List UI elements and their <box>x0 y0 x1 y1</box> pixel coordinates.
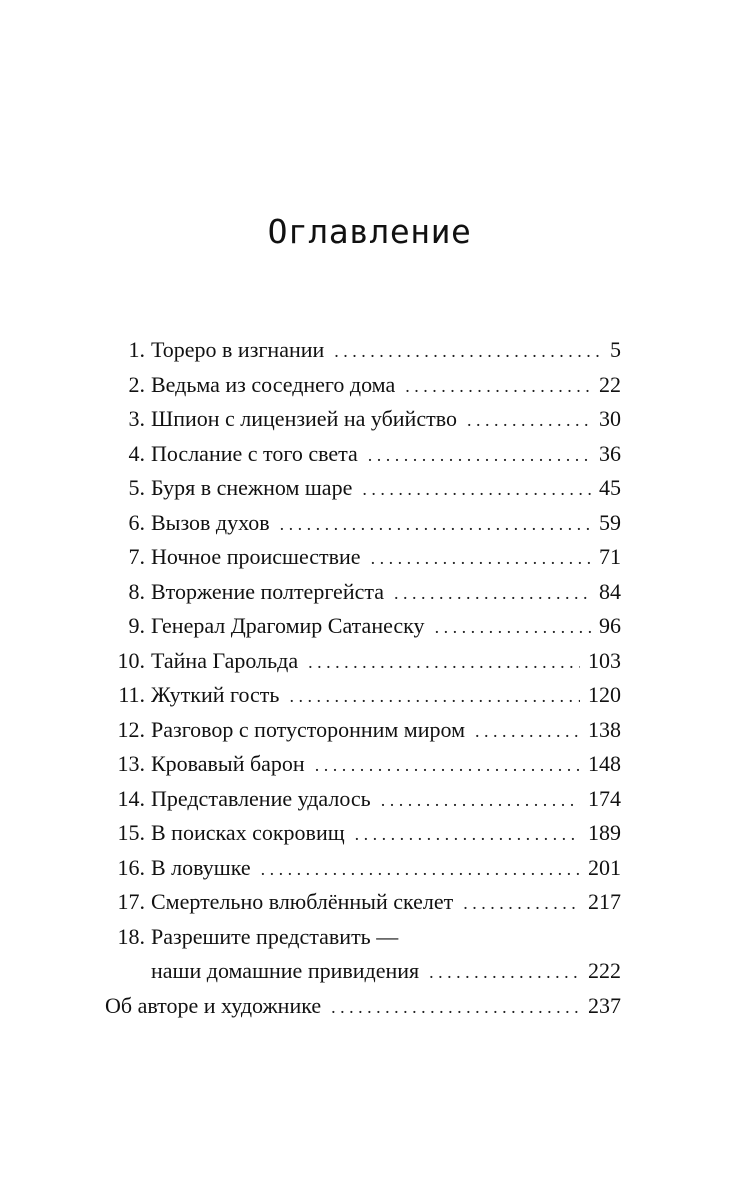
toc-entry <box>105 402 621 437</box>
toc-entry-title: Разрешите представить — <box>151 923 399 949</box>
toc-entry-title: Буря в снежном шаре <box>151 475 353 500</box>
toc-entry-title: В ловушке <box>151 854 251 880</box>
toc-entry-number: 14. <box>117 785 145 811</box>
dot-leader <box>308 645 580 680</box>
dot-leader <box>331 990 580 1025</box>
toc-entry-number: 7. <box>128 544 145 569</box>
toc-entry <box>105 678 621 713</box>
toc-entry-title: Ночное происшествие <box>151 544 361 569</box>
toc-entry-about <box>105 989 621 1024</box>
toc-entry-title: Разговор с потусторонним миром <box>151 716 466 742</box>
toc-entry-page: 96 <box>599 613 621 638</box>
toc-entry-page: 45 <box>599 475 621 500</box>
toc-entry-title: Тореро в изгнании <box>151 337 325 362</box>
toc-entry-number: 5. <box>128 475 145 500</box>
toc-entry-title: В поисках сокровищ <box>151 820 345 845</box>
dot-leader <box>280 507 591 542</box>
toc-entry <box>105 540 621 575</box>
toc-entry-page: 59 <box>599 509 621 535</box>
toc-entry-page: 201 <box>588 854 621 880</box>
dot-leader <box>381 783 580 818</box>
toc-entry-page: 138 <box>588 716 621 742</box>
toc-entry-title: Жуткий гость <box>151 682 280 707</box>
dot-leader <box>405 369 591 404</box>
toc-entry-title: Вторжение полтергейста <box>151 578 385 604</box>
toc-entry-page: 5 <box>610 337 621 362</box>
dot-leader <box>355 817 580 852</box>
toc-entry-title: Вызов духов <box>151 509 270 535</box>
toc-entry <box>105 506 621 541</box>
toc-entry-number: 8. <box>128 578 145 604</box>
toc-entry-page: 103 <box>588 647 621 673</box>
toc-entry-title: Шпион с лицензией на убийство <box>151 406 457 431</box>
toc-entry-title: Представление удалось <box>151 785 371 811</box>
dot-leader <box>315 748 580 783</box>
toc-entry-number: 12. <box>117 716 145 742</box>
toc-entry-number: 1. <box>128 337 145 362</box>
dot-leader <box>289 679 580 714</box>
toc-entry-number: 2. <box>128 371 145 397</box>
toc-entry-page: 120 <box>588 682 621 707</box>
toc-entry <box>105 575 621 610</box>
toc-entry-number: 13. <box>117 751 145 776</box>
toc-entry-page: 36 <box>599 440 621 466</box>
toc-entry-title: Генерал Драгомир Сатанеску <box>151 613 425 638</box>
toc-entry <box>105 920 621 955</box>
toc-entry-page: 222 <box>588 958 621 983</box>
toc-entry-number: 16. <box>117 854 145 880</box>
toc-entry-number: 6. <box>128 509 145 535</box>
toc-entry <box>105 851 621 886</box>
toc-entry-title: Послание с того света <box>151 440 358 466</box>
dot-leader <box>371 541 591 576</box>
toc-entry-page: 148 <box>588 751 621 776</box>
toc-list <box>105 333 621 1023</box>
toc-entry-number: 9. <box>128 613 145 638</box>
dot-leader <box>475 714 580 749</box>
toc-entry <box>105 816 621 851</box>
dot-leader <box>362 472 591 507</box>
toc-entry <box>105 782 621 817</box>
toc-entry-page: 71 <box>599 544 621 569</box>
toc-entry-number: 15. <box>117 820 145 845</box>
dot-leader <box>435 610 591 645</box>
toc-entry <box>105 885 621 920</box>
toc-entry-title-continuation: наши домашние привидения <box>151 958 420 983</box>
dot-leader <box>368 438 591 473</box>
toc-entry <box>105 609 621 644</box>
toc-entry-number: 17. <box>117 889 145 914</box>
dot-leader <box>463 886 580 921</box>
toc-entry <box>105 713 621 748</box>
toc-entry-page: 174 <box>588 785 621 811</box>
toc-entry <box>105 471 621 506</box>
page-title: Оглавление <box>267 212 472 251</box>
toc-entry-number: 10. <box>117 647 145 673</box>
dot-leader <box>429 955 580 990</box>
toc-entry-title: Кровавый барон <box>151 751 305 776</box>
toc-entry-number: 11. <box>118 682 145 707</box>
toc-entry-title: Смертельно влюблённый скелет <box>151 889 454 914</box>
toc-entry-title: Тайна Гарольда <box>151 647 299 673</box>
toc-entry <box>105 368 621 403</box>
toc-entry-title: Об авторе и художнике <box>105 992 322 1018</box>
toc-entry-number: 18. <box>117 923 145 949</box>
dot-leader <box>261 852 580 887</box>
dot-leader <box>394 576 591 611</box>
toc-entry-page: 30 <box>599 406 621 431</box>
dot-leader <box>334 334 599 369</box>
toc-entry-page: 189 <box>588 820 621 845</box>
toc-entry-number: 4. <box>128 440 145 466</box>
toc-entry-page: 22 <box>599 371 621 397</box>
toc-entry-title: Ведьма из соседнего дома <box>151 371 396 397</box>
toc-entry <box>105 644 621 679</box>
toc-entry-continuation <box>105 954 621 989</box>
toc-entry-page: 217 <box>588 889 621 914</box>
toc-entry <box>105 747 621 782</box>
toc-entry <box>105 437 621 472</box>
dot-leader <box>467 403 591 438</box>
toc-entry-number: 3. <box>128 406 145 431</box>
toc-entry-page: 237 <box>588 992 621 1018</box>
toc-entry-page: 84 <box>599 578 621 604</box>
toc-entry <box>105 333 621 368</box>
